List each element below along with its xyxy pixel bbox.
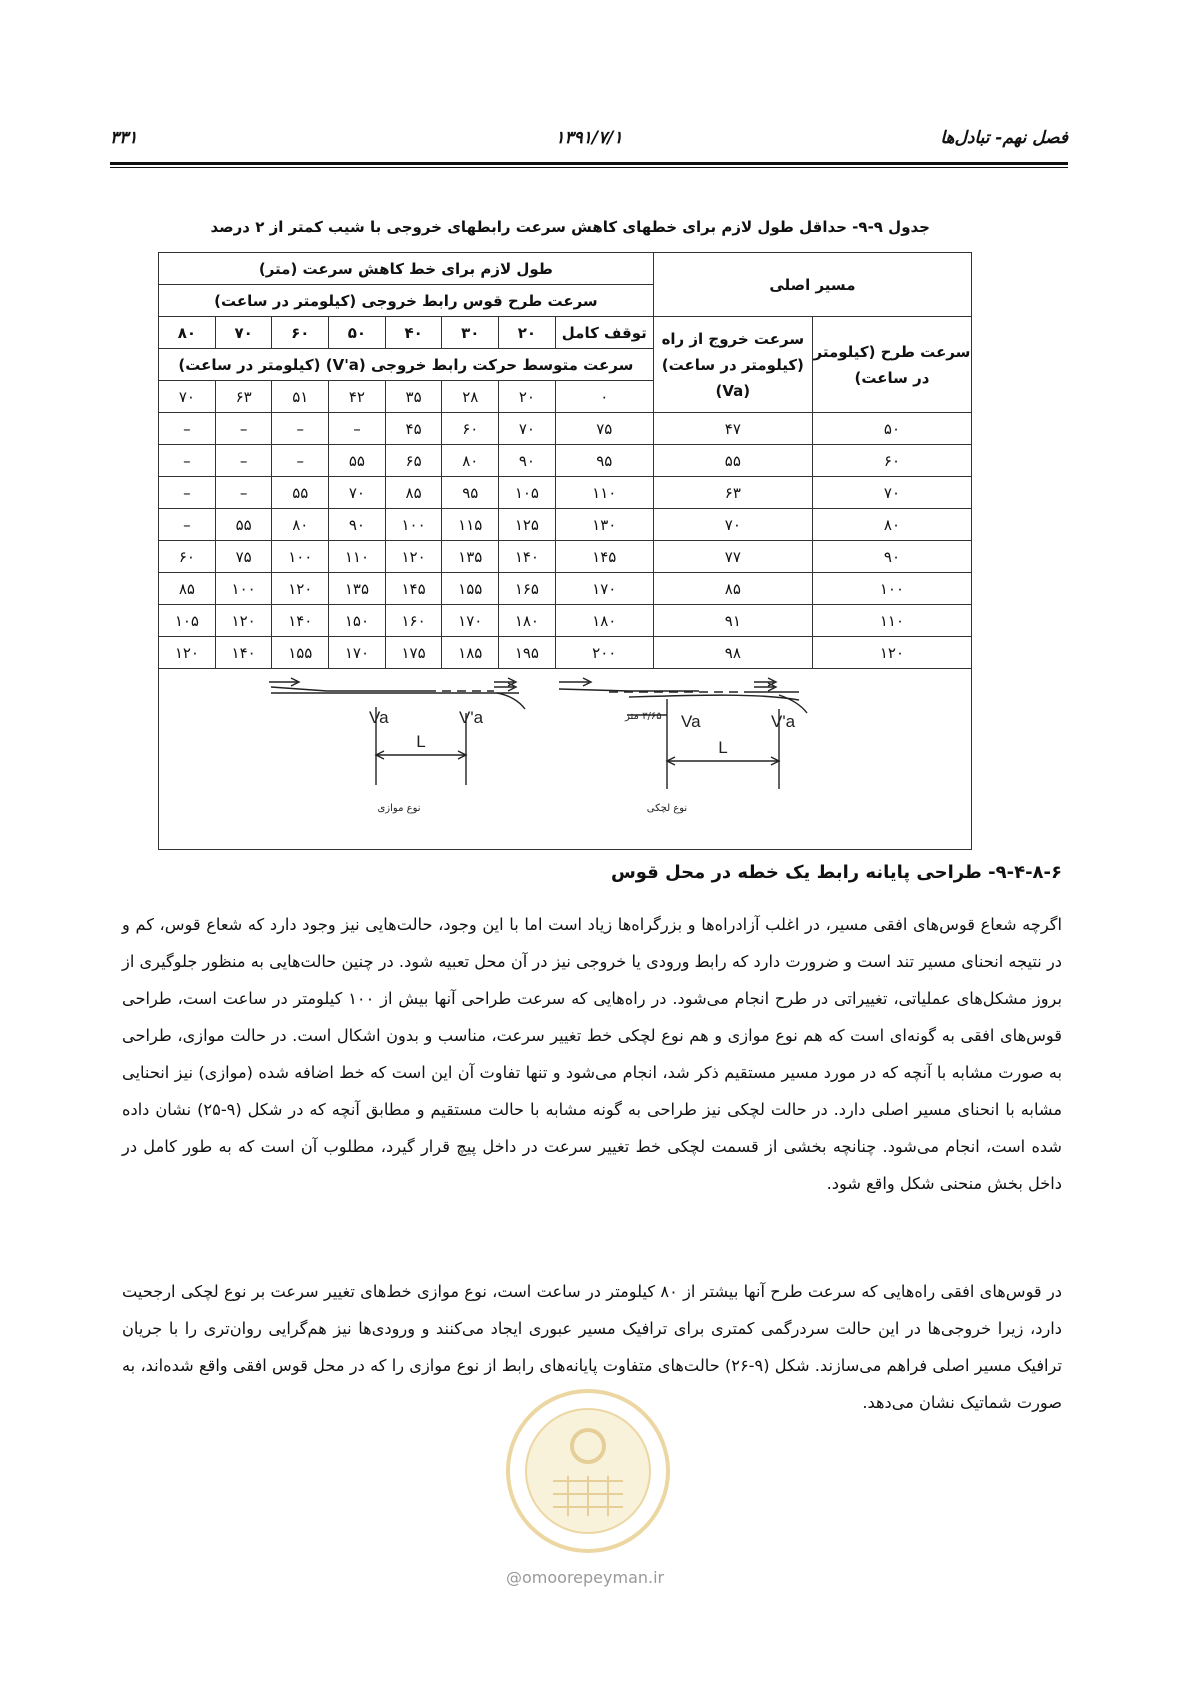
body-paragraph-1: اگرچه شعاع قوس‌های افقی مسیر، در اغلب آزادراه‌ها و بزرگراه‌ها زیاد است اما با این وجود، حالت‌هایی نیز وجود دارد که شعاع قوس، کم و در نتیجه انحنای مسیر تند است و ضرورت دارد که رابط ورودی یا خروجی نیز در آن محل تعبیه شود. در چنین حالت‌هایی به منظور جلوگیری از بروز مشکل‌های عملیاتی، تغییراتی در طرح انجام می‌شود. در راه‌هایی که سرعت طراحی آنها بیش از ۱۰۰ کیلومتر در ساعت است، طراحی قوس‌های افقی به گونه‌ای است که هم نوع موازی و هم نوع لچکی خط تغییر سرعت، مناسب و بدون اشکال است. در حالت موازی، طراحی به صورت مشابه با آنچه که در مورد مسیر مستقیم ذکر شد، انجام می‌شود و تنها تفاوت آن این است که خط اضافه شده (موازی) نیز انحنایی مشابه با انحنای مسیر اصلی دارد. در حالت لچکی نیز طراحی به گونه مشابه با حالت مستقیم و مطابق آنچه که در شکل (۹-۲۵) نشان داده شده است، انجام می‌شود. چنانچه بخشی از قسمت لچکی خط تغییر سرعت در داخل پیچ قرار گیرد، مطلوب آن است که به طور کامل در داخل بخش منحنی شکل واقع شود. [122,915,1062,1193]
label-va-right: Va [681,712,701,731]
ramp-speed-cell: ۳۰ [442,317,499,349]
table-row [159,541,972,573]
table-cell: ۹۵ [442,477,499,509]
table-cell: ۸۵ [385,477,442,509]
label-va-left: Va [369,708,389,727]
table-cell: ۱۲۰ [812,637,971,669]
caption-parallel-type: نوع موازی [377,803,421,814]
table-cell: ۶۰ [812,445,971,477]
table-cell: ۸۵ [653,573,812,605]
table-cell: ۴۵ [385,413,442,445]
table-cell: ۱۴۰ [272,605,329,637]
ramp-speed-cell: توقف کامل [555,317,653,349]
table-row [159,573,972,605]
page-header [110,128,1068,152]
header-date: ۱۳۹۱/۷/۱ [555,128,623,148]
table-row [159,605,972,637]
table-cell: ۵۵ [653,445,812,477]
table-cell: ۵۰ [812,413,971,445]
table-cell: ۱۸۰ [499,605,556,637]
table-cell: ۸۰ [272,509,329,541]
table-row [159,637,972,669]
table-cell: ۹۰ [329,509,386,541]
main-route-header: مسیر اصلی [653,253,971,317]
ramp-curve [497,693,525,709]
table-cell: – [215,477,272,509]
table-cell: ۹۰ [499,445,556,477]
header-rule [110,162,1068,165]
road-line [559,689,699,691]
table-cell: – [159,413,216,445]
table-cell: ۱۳۰ [555,509,653,541]
ramp-speed-cell: ۲۰ [499,317,556,349]
table-caption: جدول ۹-۹- حداقل طول لازم برای خطهای کاهش سرعت رابطهای خروجی با شیب کمتر از ۲ درصد [210,218,930,236]
table-cell: ۴۷ [653,413,812,445]
table-cell: ۱۳۵ [442,541,499,573]
table-row [159,509,972,541]
length-header: طول لازم برای خط کاهش سرعت (متر) [159,253,654,285]
table-cell: ۱۴۰ [215,637,272,669]
exit-speed-symbol: (Va) [715,381,751,400]
table-row [159,445,972,477]
table-cell: ۱۵۵ [272,637,329,669]
table-cell: ۷۰ [499,413,556,445]
ramp-speed-cell: ۶۰ [272,317,329,349]
table-cell: ۱۴۵ [385,573,442,605]
watermark-url: @omoorepeyman.ir [506,1568,665,1587]
header-rule-thin [110,167,1068,168]
table-cell: – [272,445,329,477]
table-cell: – [329,413,386,445]
table-cell: ۶۰ [159,541,216,573]
table-row [159,477,972,509]
table-cell: ۱۰۵ [499,477,556,509]
table-cell: ۷۷ [653,541,812,573]
table-cell: ۱۲۰ [385,541,442,573]
table-cell: ۷۰ [653,509,812,541]
table-cell: ۷۵ [215,541,272,573]
table-cell: ۱۱۵ [442,509,499,541]
table-cell: ۱۹۵ [499,637,556,669]
table-cell: ۱۰۰ [215,573,272,605]
table-cell: – [159,509,216,541]
avg-speed-cell: ۳۵ [385,381,442,413]
table-cell: ۶۰ [442,413,499,445]
body-paragraph-2: در قوس‌های افقی راه‌هایی که سرعت طرح آنها بیشتر از ۸۰ کیلومتر در ساعت است، نوع موازی خط‌های تغییر سرعت بر نوع لچکی ارجحیت دارد، زیرا خروجی‌ها در این حالت سردرگمی کمتری برای ترافیک مسیر عبوری ایجاد می‌کنند و ورودی‌ها نیز هم‌گرایی روان‌تری را با جریان ترافیک مسیر اصلی فراهم می‌سازند. شکل (۹-۲۶) حالت‌های متفاوت پایانه‌های رابط از نوع موازی را که در محل قوس افقی واقع شده‌اند، به صورت شماتیک نشان می‌دهد. [122,1282,1062,1412]
table-cell: ۹۵ [555,445,653,477]
table-cell: ۸۰ [812,509,971,541]
table-cell: ۱۴۰ [499,541,556,573]
table-cell: ۷۰ [812,477,971,509]
table-cell: ۶۳ [653,477,812,509]
table-cell: ۸۰ [442,445,499,477]
table-cell: ۵۵ [215,509,272,541]
label-vpa-right: V'a [771,712,796,731]
table-cell: ۱۷۰ [329,637,386,669]
exit-speed-label: سرعت خروج از راه (کیلومتر در ساعت) [661,329,805,374]
avg-speed-cell: ۴۲ [329,381,386,413]
watermark-logo [498,1386,678,1556]
ramp-speed-cell: ۸۰ [159,317,216,349]
avg-speed-header: سرعت متوسط حرکت رابط خروجی (V'a) (کیلومتر در ساعت) [159,349,654,381]
chapter-title: فصل نهم- تبادل‌ها [940,128,1068,148]
table-cell: – [215,445,272,477]
design-speed-header: سرعت طرح (کیلومتر در ساعت) [812,317,971,413]
table-cell: ۱۸۵ [442,637,499,669]
table-cell: ۸۵ [159,573,216,605]
page-number: ۳۳۱ [110,128,138,148]
table-cell: ۱۶۵ [499,573,556,605]
table-cell: ۲۰۰ [555,637,653,669]
table-cell: ۱۲۰ [159,637,216,669]
avg-speed-cell: ۲۰ [499,381,556,413]
table-cell: ۷۰ [329,477,386,509]
exit-speed-header [653,317,812,413]
table-cell: ۱۸۰ [555,605,653,637]
table-cell: ۵۵ [272,477,329,509]
table-cell: ۱۰۰ [812,573,971,605]
table-cell: – [159,477,216,509]
table-cell: ۱۲۰ [272,573,329,605]
label-l-right: L [718,738,728,757]
table-cell: ۱۳۵ [329,573,386,605]
ramp-speed-cell: ۴۰ [385,317,442,349]
table-cell: ۹۰ [812,541,971,573]
table-cell: ۱۵۰ [329,605,386,637]
caption-taper-type: نوع لچکی [646,803,688,814]
avg-speed-cell: ۷۰ [159,381,216,413]
road-line [271,687,427,691]
table-cell: ۱۰۰ [272,541,329,573]
table-cell: ۹۸ [653,637,812,669]
deceleration-length-table [158,252,972,850]
avg-speed-cell: ۲۸ [442,381,499,413]
table-row [159,413,972,445]
table-cell: ۱۰۰ [385,509,442,541]
table-cell: – [215,413,272,445]
table-cell: ۱۰۵ [159,605,216,637]
avg-speed-cell: ۰ [555,381,653,413]
avg-speed-cell: ۶۳ [215,381,272,413]
table-cell: ۵۵ [329,445,386,477]
table-cell: ۷۵ [555,413,653,445]
taper-line [629,695,799,700]
table-cell: – [159,445,216,477]
table-cell: ۱۴۵ [555,541,653,573]
ramp-speed-cell: ۵۰ [329,317,386,349]
label-vpa-left: V'a [459,708,484,727]
section-heading: ۹-۴-۸-۶- طراحی پایانه رابط یک خطه در محل قوس [610,862,1062,883]
table-cell: ۱۲۰ [215,605,272,637]
avg-speed-cell: ۵۱ [272,381,329,413]
table-cell: ۱۲۵ [499,509,556,541]
ramp-speed-header: سرعت طرح قوس رابط خروجی (کیلومتر در ساعت) [159,285,654,317]
table-cell: ۶۵ [385,445,442,477]
table-cell: ۱۱۰ [812,605,971,637]
table-cell: – [272,413,329,445]
table-cell: ۱۵۵ [442,573,499,605]
table-cell: ۱۱۰ [555,477,653,509]
table-cell: ۱۶۰ [385,605,442,637]
table-cell: ۱۷۰ [555,573,653,605]
ramp-diagram [159,669,971,849]
table-cell: ۱۱۰ [329,541,386,573]
table-cell: ۱۷۰ [442,605,499,637]
label-l-left: L [416,732,426,751]
table-cell: ۱۷۵ [385,637,442,669]
table-cell: ۹۱ [653,605,812,637]
figure-cell [159,669,972,850]
taper-dimension-label: ۳/۶۵ متر [625,711,662,722]
ramp-speed-cell: ۷۰ [215,317,272,349]
